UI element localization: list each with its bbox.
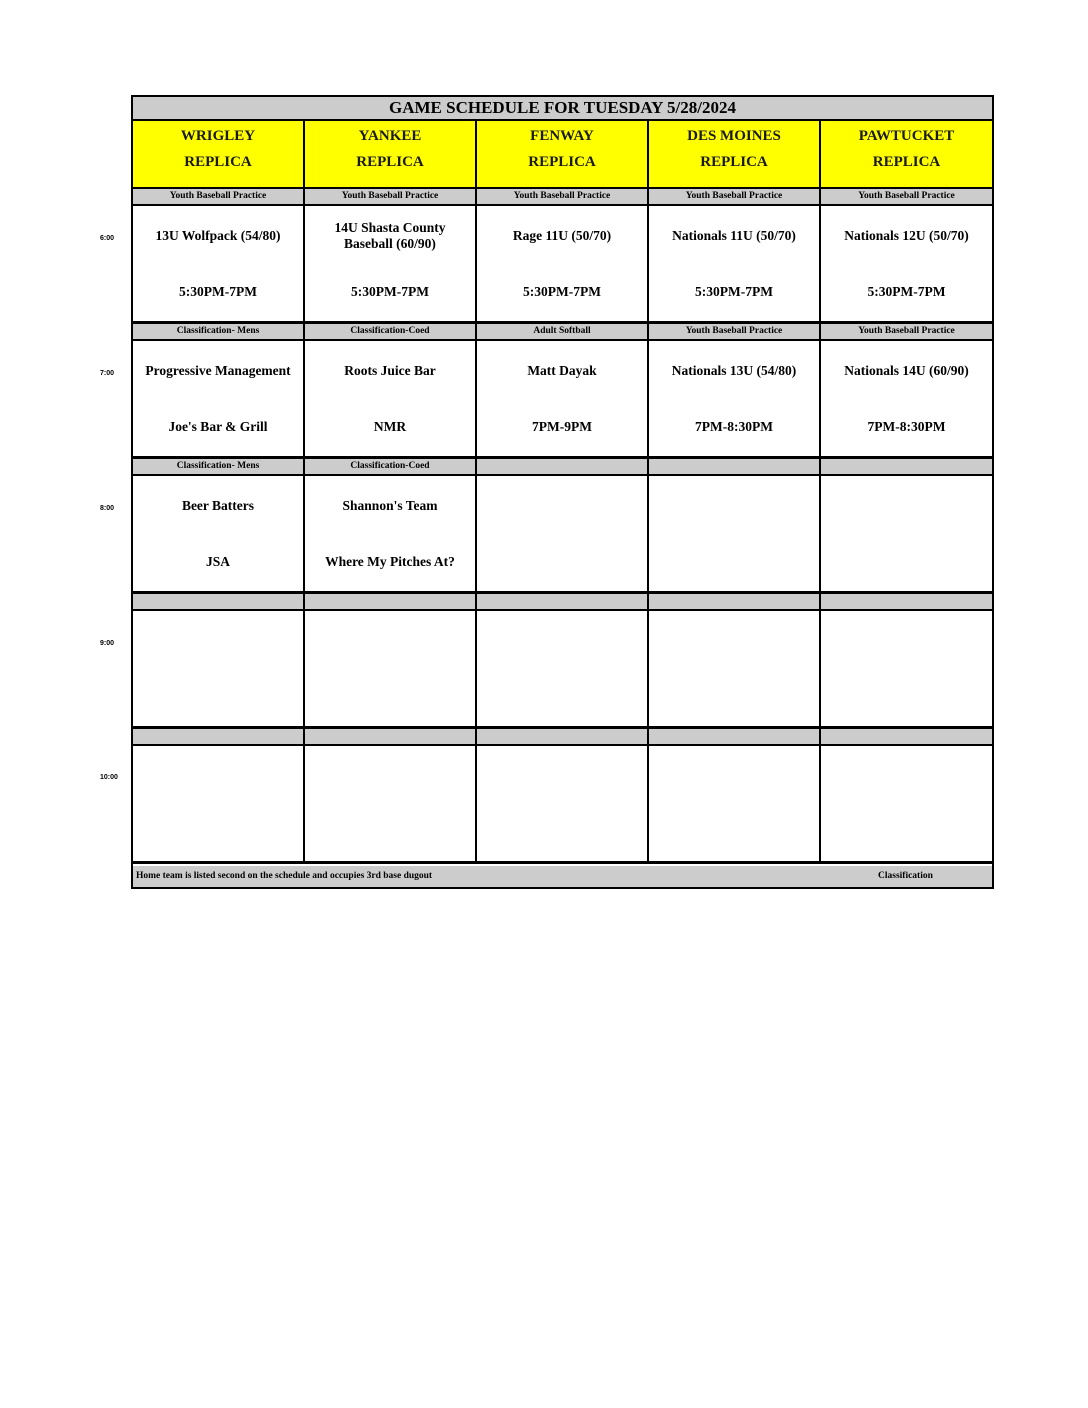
team-or-time: NMR	[373, 419, 407, 434]
field-subtitle: REPLICA	[356, 154, 424, 170]
team-or-time: 5:30PM-7PM	[523, 284, 601, 299]
category-band: Classification- Mens	[133, 324, 305, 341]
schedule-footer	[133, 866, 992, 887]
category-band: Youth Baseball Practice	[133, 189, 305, 206]
team-or-time: 5:30PM-7PM	[695, 284, 773, 299]
schedule-cell	[821, 476, 992, 594]
game-schedule-table	[131, 95, 994, 889]
team-or-event	[653, 611, 815, 671]
category-band	[133, 729, 305, 746]
category-band: Classification-Coed	[305, 459, 477, 476]
field-subtitle: REPLICA	[872, 154, 941, 170]
home-team-note: Home team is listed second on the schedule and occupies 3rd base dugout	[136, 871, 433, 881]
schedule-cell	[305, 746, 477, 864]
field-subtitle: REPLICA	[184, 154, 252, 170]
schedule-cell	[477, 206, 649, 324]
team-or-time: 7PM-8:30PM	[867, 419, 946, 434]
field-header-wrigley	[133, 121, 305, 189]
category-band	[305, 594, 477, 611]
field-header-fenway	[477, 121, 649, 189]
team-or-event	[137, 611, 299, 671]
time-label: 9:00	[100, 640, 115, 647]
team-or-time: Joe's Bar & Grill	[168, 419, 268, 434]
team-or-event	[653, 746, 815, 806]
team-or-time: 5:30PM-7PM	[179, 284, 257, 299]
time-label: 8:00	[100, 505, 115, 512]
schedule-cell	[477, 341, 649, 459]
team-or-event	[825, 476, 988, 536]
time-label: 10:00	[100, 774, 118, 781]
category-band	[821, 729, 992, 746]
category-band: Youth Baseball Practice	[649, 324, 821, 341]
field-subtitle: REPLICA	[700, 154, 768, 170]
schedule-cell	[477, 746, 649, 864]
field-name: FENWAY	[530, 128, 594, 144]
team-or-event: 14U Shasta County Baseball (60/90)	[334, 220, 446, 251]
schedule-cell	[821, 746, 992, 864]
team-or-event	[481, 746, 643, 806]
time-label: 6:00	[100, 235, 115, 242]
category-band: Youth Baseball Practice	[649, 189, 821, 206]
schedule-cell	[133, 611, 305, 729]
category-band	[477, 459, 649, 476]
team-or-event	[481, 476, 643, 536]
team-or-event: Nationals 12U (50/70)	[844, 228, 969, 243]
team-or-event: Nationals 11U (50/70)	[672, 228, 796, 243]
field-name: PAWTUCKET	[858, 128, 955, 144]
team-or-event: Progressive Management	[145, 363, 291, 378]
field-header-yankee	[305, 121, 477, 189]
category-band: Youth Baseball Practice	[477, 189, 649, 206]
team-or-time: Where My Pitches At?	[325, 554, 455, 569]
category-band: Adult Softball	[477, 324, 649, 341]
schedule-cell	[821, 611, 992, 729]
team-or-event: Matt Dayak	[527, 363, 597, 378]
category-band	[821, 459, 992, 476]
team-or-event	[137, 746, 299, 806]
schedule-cell	[133, 206, 305, 324]
classification-label: Classification	[878, 871, 933, 881]
category-band	[305, 729, 477, 746]
team-or-time: JSA	[205, 554, 230, 569]
schedule-cell	[649, 611, 821, 729]
schedule-title: GAME SCHEDULE FOR TUESDAY 5/28/2024	[133, 97, 992, 121]
team-or-event: Nationals 14U (60/90)	[844, 363, 969, 378]
team-or-event	[653, 476, 815, 536]
team-or-event: Beer Batters	[181, 498, 255, 513]
category-band	[477, 594, 649, 611]
team-or-time: 5:30PM-7PM	[351, 284, 429, 299]
team-or-time: 7PM-9PM	[532, 419, 592, 434]
team-or-event	[481, 611, 643, 671]
category-band: Youth Baseball Practice	[821, 324, 992, 341]
field-name: YANKEE	[358, 128, 422, 144]
field-header-des-moines	[649, 121, 821, 189]
team-or-event: 13U Wolfpack (54/80)	[155, 228, 281, 243]
category-band	[477, 729, 649, 746]
field-name: DES MOINES	[687, 128, 781, 144]
category-band: Classification-Coed	[305, 324, 477, 341]
schedule-cell	[649, 206, 821, 324]
schedule-cell	[477, 611, 649, 729]
schedule-cell	[133, 476, 305, 594]
schedule-cell	[821, 206, 992, 324]
category-band	[821, 594, 992, 611]
schedule-cell	[305, 341, 477, 459]
category-band	[649, 729, 821, 746]
schedule-cell	[305, 476, 477, 594]
category-band	[133, 594, 305, 611]
team-or-time: 5:30PM-7PM	[867, 284, 946, 299]
schedule-cell	[133, 746, 305, 864]
category-band	[649, 459, 821, 476]
field-name: WRIGLEY	[180, 128, 256, 144]
team-or-event	[825, 746, 988, 806]
schedule-cell	[821, 341, 992, 459]
schedule-cell	[477, 476, 649, 594]
field-header-pawtucket	[821, 121, 992, 189]
team-or-event: Nationals 13U (54/80)	[671, 363, 797, 378]
schedule-cell	[649, 476, 821, 594]
time-label: 7:00	[100, 370, 115, 377]
category-band: Classification- Mens	[133, 459, 305, 476]
category-band: Youth Baseball Practice	[821, 189, 992, 206]
team-or-event	[309, 611, 471, 671]
schedule-cell	[649, 341, 821, 459]
team-or-event: Shannon's Team	[342, 498, 438, 513]
team-or-event: Rage 11U (50/70)	[512, 228, 612, 243]
schedule-cell	[649, 746, 821, 864]
category-band	[649, 594, 821, 611]
team-or-time: 7PM-8:30PM	[695, 419, 773, 434]
schedule-cell	[305, 206, 477, 324]
field-subtitle: REPLICA	[528, 154, 596, 170]
schedule-cell	[133, 341, 305, 459]
schedule-cell	[305, 611, 477, 729]
category-band: Youth Baseball Practice	[305, 189, 477, 206]
team-or-event: Roots Juice Bar	[344, 363, 436, 378]
team-or-event	[825, 611, 988, 671]
team-or-event	[309, 746, 471, 806]
